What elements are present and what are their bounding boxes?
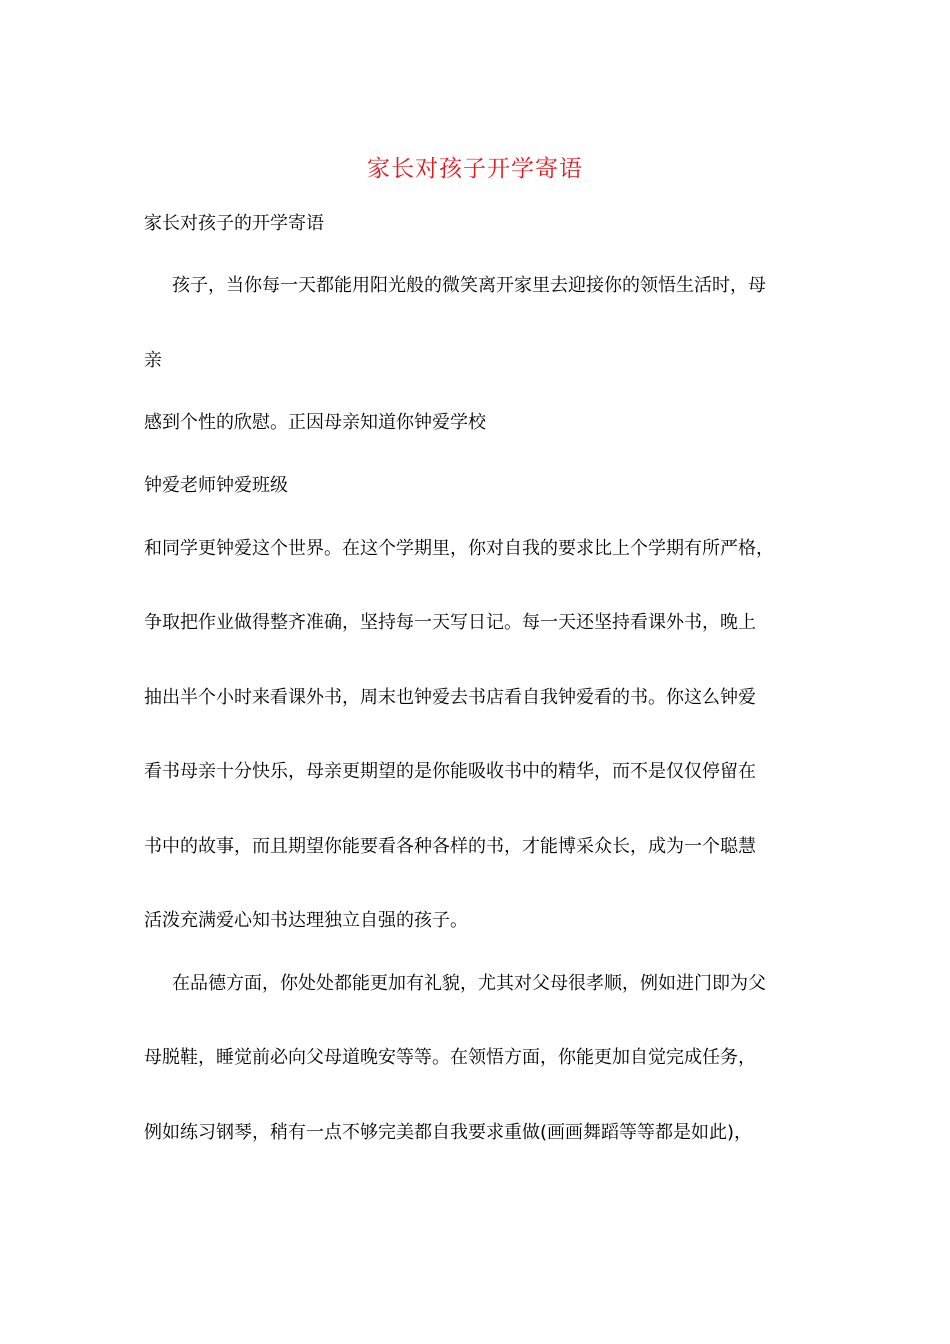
subtitle-line: 家长对孩子的开学寄语 (144, 213, 324, 234)
paragraph-line: 和同学更钟爱这个世界。在这个学期里，你对自我的要求比上个学期有所严格， (144, 538, 774, 559)
paragraph-line: 母脱鞋，睡觉前必向父母道晚安等等。在领悟方面，你能更加自觉完成任务， (144, 1047, 756, 1068)
document-title: 家长对孩子开学寄语 (367, 156, 583, 182)
paragraph-line: 例如练习钢琴，稍有一点不够完美都自我要求重做(画画舞蹈等等都是如此)， (144, 1122, 753, 1143)
paragraph-line: 抽出半个小时来看课外书，周末也钟爱去书店看自我钟爱看的书。你这么钟爱 (144, 687, 756, 708)
paragraph-line: 在品德方面，你处处都能更加有礼貌，尤其对父母很孝顺，例如进门即为父 (172, 973, 766, 994)
paragraph-line: 活泼充满爱心知书达理独立自强的孩子。 (144, 910, 468, 931)
paragraph-line: 钟爱老师钟爱班级 (144, 475, 288, 496)
paragraph-line: 看书母亲十分快乐，母亲更期望的是你能吸收书中的精华，而不是仅仅停留在 (144, 761, 756, 782)
paragraph-line: 感到个性的欣慰。正因母亲知道你钟爱学校 (144, 412, 486, 433)
paragraph-line: 孩子，当你每一天都能用阳光般的微笑离开家里去迎接你的领悟生活时，母 (172, 275, 766, 296)
paragraph-line: 书中的故事，而且期望你能要看各种各样的书，才能博采众长，成为一个聪慧 (144, 836, 756, 857)
paragraph-line: 争取把作业做得整齐准确，坚持每一天写日记。每一天还坚持看课外书，晚上 (144, 612, 756, 633)
paragraph-line: 亲 (144, 350, 162, 371)
